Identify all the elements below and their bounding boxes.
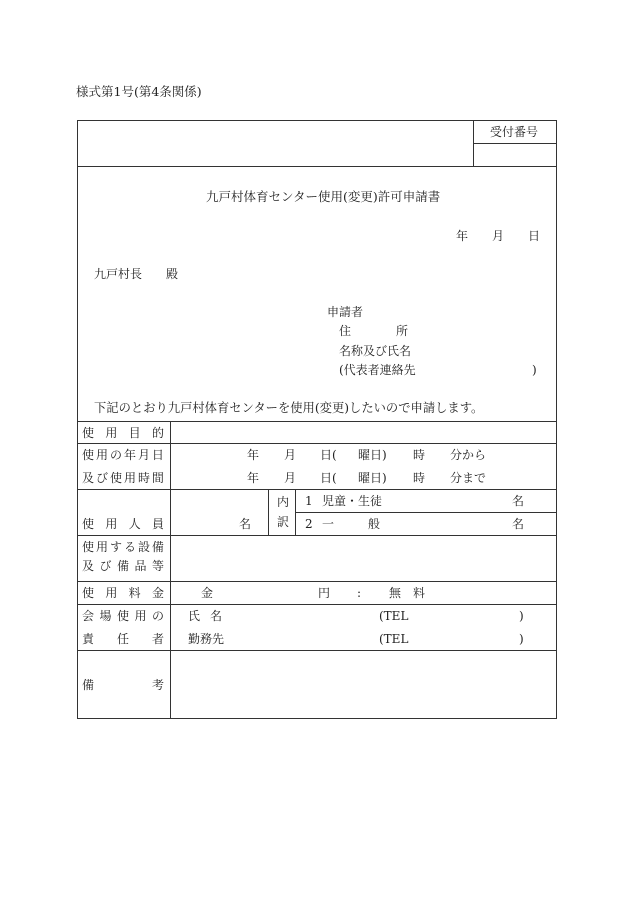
fee-label: 使 用 料 金 xyxy=(82,586,164,600)
to-year: 年 xyxy=(247,471,260,485)
receipt-number-field[interactable] xyxy=(475,145,555,165)
manager-workplace-tel-close: ) xyxy=(519,632,524,646)
manager-workplace-label: 勤務先 xyxy=(188,632,225,646)
to-minute: 分まで xyxy=(450,471,487,485)
applicant-heading: 申請者 xyxy=(327,305,364,319)
receipt-number-label: 受付番号 xyxy=(490,125,539,139)
manager-label-line1: 会 場 使 用 の xyxy=(82,609,164,623)
date-year: 年 xyxy=(456,229,469,243)
manager-label-line2: 責 任 者 xyxy=(82,632,164,646)
remarks-field[interactable] xyxy=(173,653,555,717)
manager-workplace-tel-open: (TEL xyxy=(379,632,409,646)
form-code: 様式第1号(第4条関係) xyxy=(76,84,202,99)
applicant-name-label: 名称及び氏名 xyxy=(339,344,412,358)
to-hour: 時 xyxy=(413,471,426,485)
manager-name-tel-open: (TEL xyxy=(379,609,409,623)
fee-prefix: 金 xyxy=(201,586,214,600)
fee-yen: 円 xyxy=(318,586,331,600)
fee-free: 無 料 xyxy=(389,586,425,600)
people-label: 使 用 人 員 xyxy=(82,517,164,531)
people-item1-number: 1 xyxy=(305,494,313,508)
breakdown-label-2: 訳 xyxy=(277,515,290,529)
from-day: 日( xyxy=(320,448,337,462)
fee-colon: : xyxy=(357,586,362,600)
from-hour: 時 xyxy=(413,448,426,462)
date-month: 月 xyxy=(492,229,505,243)
addressee-honorific: 殿 xyxy=(166,267,179,281)
people-total-unit: 名 xyxy=(239,517,252,531)
page-title: 九戸村体育センター使用(変更)許可申請書 xyxy=(206,189,441,204)
from-month: 月 xyxy=(284,448,297,462)
date-day: 日 xyxy=(528,229,541,243)
application-statement: 下記のとおり九戸村体育センターを使用(変更)したいので申請します。 xyxy=(94,401,484,415)
applicant-contact-close: ) xyxy=(532,363,537,377)
to-day: 日( xyxy=(320,471,337,485)
equipment-label-line1: 使 用 す る 設 備 xyxy=(82,540,164,554)
datetime-label-line2: 及 び 使 用 時 間 xyxy=(82,471,164,485)
people-item1-label: 児童・生徒 xyxy=(322,494,383,508)
addressee-name: 九戸村長 xyxy=(94,267,143,281)
from-year: 年 xyxy=(247,448,260,462)
purpose-field[interactable] xyxy=(173,424,555,442)
applicant-contact-label: (代表者連絡先 xyxy=(339,363,416,377)
equipment-label-line2: 及 び 備 品 等 xyxy=(82,559,164,573)
applicant-address-label: 住 所 xyxy=(339,324,408,338)
to-weekday: 曜日) xyxy=(358,471,387,485)
from-weekday: 曜日) xyxy=(358,448,387,462)
manager-name-label: 氏 名 xyxy=(188,609,222,623)
from-minute: 分から xyxy=(450,448,487,462)
manager-name-tel-close: ) xyxy=(519,609,524,623)
purpose-label: 使 用 目 的 xyxy=(82,426,164,440)
people-item2-label: 一 般 xyxy=(322,517,380,531)
equipment-field[interactable] xyxy=(173,538,555,578)
to-month: 月 xyxy=(284,471,297,485)
people-item2-number: 2 xyxy=(305,517,313,531)
breakdown-label-1: 内 xyxy=(277,495,290,509)
people-item2-unit: 名 xyxy=(512,517,525,531)
datetime-label-line1: 使 用 の 年 月 日 xyxy=(82,448,164,462)
people-item1-unit: 名 xyxy=(512,494,525,508)
remarks-label: 備 考 xyxy=(82,678,164,692)
